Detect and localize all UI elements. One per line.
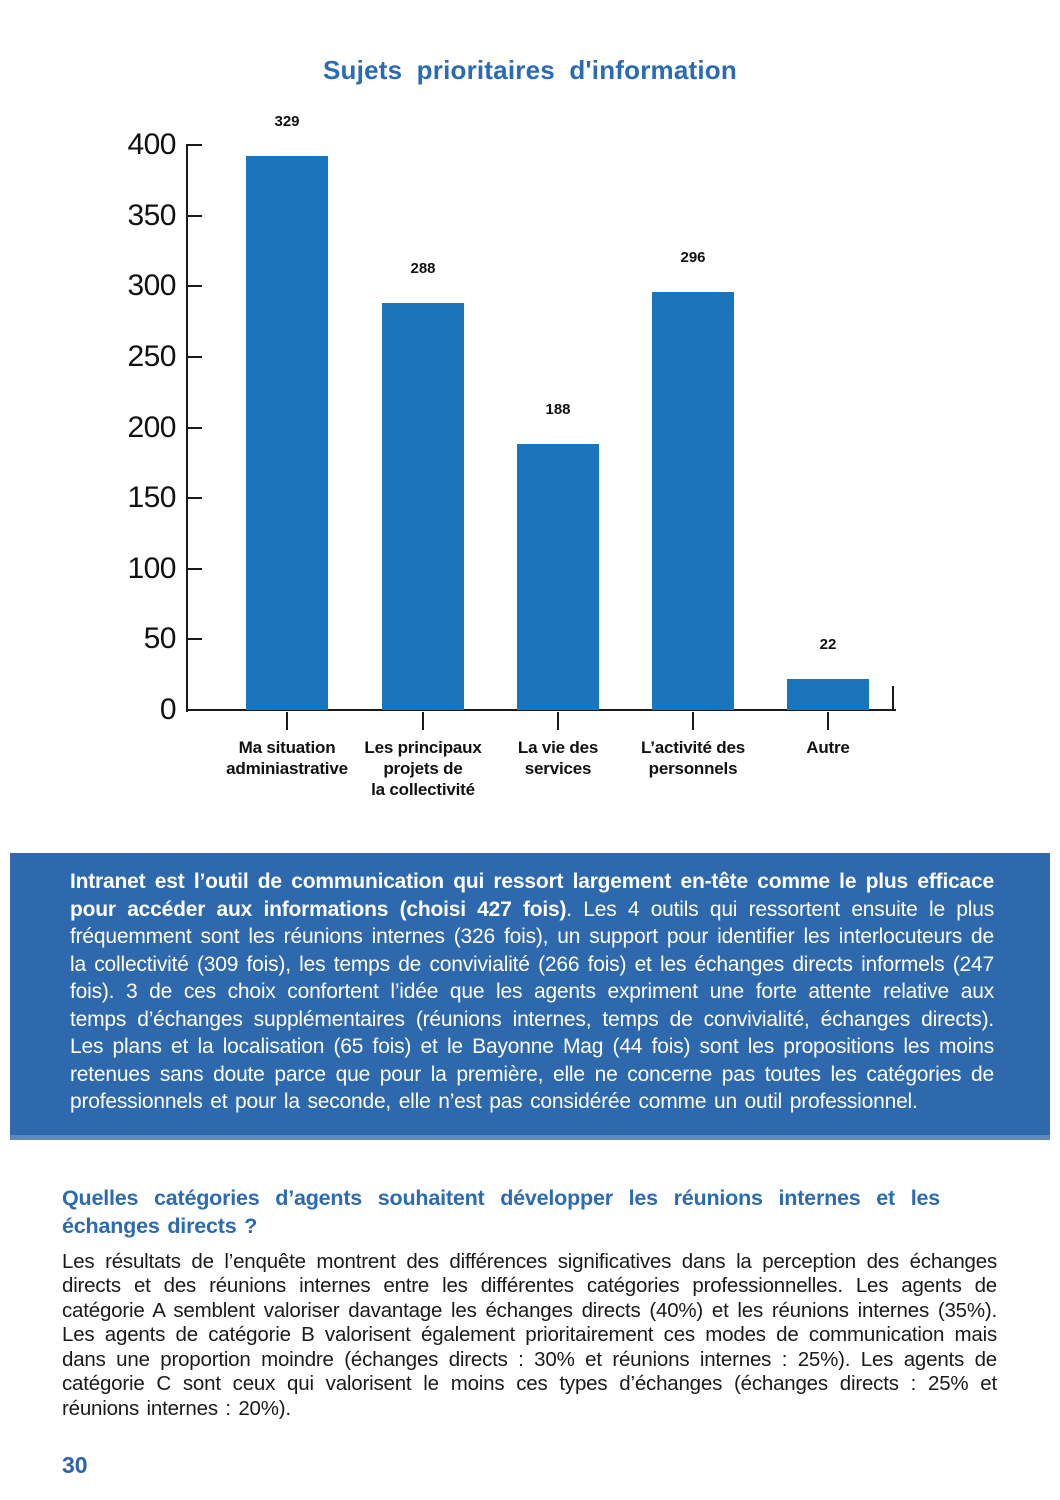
category-label-line: La vie des <box>517 738 599 757</box>
y-axis-tick <box>186 427 202 429</box>
y-axis-tick <box>186 356 202 358</box>
category-label-line: services <box>524 759 592 778</box>
y-axis-tick <box>186 497 202 499</box>
y-axis-tick-label: 250 <box>127 339 176 373</box>
bar <box>382 303 464 710</box>
category-label-line: projets de <box>383 759 463 778</box>
category-tick <box>827 712 829 730</box>
bar <box>787 679 869 710</box>
y-axis-tick-label: 50 <box>143 622 176 656</box>
bar <box>246 156 328 710</box>
y-axis-tick <box>186 285 202 287</box>
page-number: 30 <box>62 1452 88 1478</box>
y-axis-tick-label: 200 <box>127 410 176 444</box>
category-tick <box>422 712 424 730</box>
category-label-line: Les principaux <box>364 738 482 757</box>
chart-title: Sujets prioritaires d'information <box>323 55 737 85</box>
y-axis-tick-label: 0 <box>159 693 176 726</box>
bar <box>652 292 734 710</box>
y-axis-tick-label: 300 <box>127 269 176 303</box>
category-tick <box>692 712 694 730</box>
category-label <box>738 737 918 758</box>
y-axis-tick-label: 150 <box>127 481 176 515</box>
y-axis-tick <box>186 215 202 217</box>
category-tick <box>286 712 288 730</box>
category-label-line: Autre <box>806 738 850 757</box>
bar <box>517 444 599 710</box>
category-label-line: la collectivité <box>371 780 475 799</box>
bar-value-label: 22 <box>819 635 837 653</box>
highlight-regular-text: . Les 4 outils qui ressortent ensuite le plus fréquemment sont les réunions internes (326 fois), un support pour identifier les interlocuteurs de la collectivité (309 fois), les temps de convivialité (266 fois) et les échanges directs informels (247 fois). 3 de ces choix confortent l’idée que les agents expriment une forte attente relative aux temps d’échanges supplémentaires (réunions internes, temps de convivialité, échanges directs). Les plans et la localisation (65 fois) et le Bayonne Mag (44 fois) sont les propositions les moins retenues sans doute parce que pour la première, elle ne concerne pas toutes les catégories de professionnels et pour la seconde, elle n’est pas considérée comme un outil professionnel. <box>70 897 994 1113</box>
category-label-line: adminiastrative <box>226 759 348 778</box>
highlight-bold-text: Intranet est l’outil de communication qui ressort largement en-tête comme le plus efficace pour accéder aux informations (choisi 427 fois) <box>70 870 994 921</box>
y-axis-tick <box>186 144 202 146</box>
category-label-line: Ma situation <box>238 738 336 757</box>
y-axis-tick-label: 400 <box>127 128 176 161</box>
category-label-line: personnels <box>648 759 738 778</box>
y-axis-line <box>186 145 188 712</box>
category-tick <box>557 712 559 730</box>
bar-value-label: 296 <box>680 248 706 266</box>
category-label-line: L’activité des <box>641 738 745 757</box>
y-axis-tick-label: 350 <box>127 198 176 232</box>
highlight-box <box>10 853 1050 1140</box>
highlight-paragraph <box>70 868 994 1116</box>
section-heading: Quelles catégories d’agents souhaitent développer les réunions internes et les échanges directs ? <box>62 1185 940 1238</box>
y-axis-tick <box>186 709 202 711</box>
bar-value-label: 288 <box>410 260 436 278</box>
bar-value-label: 188 <box>545 401 571 419</box>
bar-value-label: 329 <box>274 113 300 131</box>
section-body: Les résultats de l’enquête montrent des différences significatives dans la perception des échanges directs et des réunions internes entre les différentes catégories professionnelles. Les agents de catégorie A semblent valoriser davantage les échanges directs (40%) et les réunions internes (35%). Les agents de catégorie B valorisent également prioritairement ces modes de communication mais dans une proportion moindre (échanges directs : 30% et réunions internes : 25%). Les agents de catégorie C sont ceux qui valorisent le moins ces types d’échanges (échanges directs : 25% et réunions internes : 20%). <box>62 1249 997 1420</box>
x-axis-end-tick <box>892 686 894 711</box>
y-axis-tick-label: 100 <box>127 551 176 585</box>
y-axis-tick <box>186 568 202 570</box>
y-axis-tick <box>186 638 202 640</box>
